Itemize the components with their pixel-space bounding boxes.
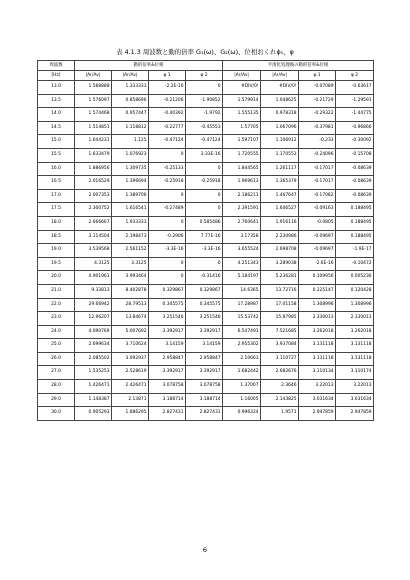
value-cell: 3.251546 [149, 312, 186, 326]
value-cell: 2.085502 [75, 352, 112, 366]
value-cell: 1.886956 [75, 162, 112, 176]
value-cell: 3.131118 [299, 352, 336, 366]
value-cell: -0.25918 [149, 176, 186, 190]
value-cell: 1.389706 [112, 189, 149, 203]
unit-header-cell: |Ar/Av| [75, 71, 112, 81]
value-cell: 4.901961 [75, 271, 112, 285]
table-group-header-row [38, 61, 374, 71]
value-cell: 3.22013 [336, 380, 374, 394]
value-cell: 2.10663 [223, 352, 261, 366]
frequency-cell: 15.0 [38, 135, 75, 149]
value-cell: -0.29322 [299, 108, 336, 122]
table-row [38, 216, 374, 230]
unit-header-cell: φ 1 [149, 71, 186, 81]
table-unit-header-row [38, 71, 374, 81]
value-cell: 1.467647 [261, 189, 299, 203]
value-cell: 3.031634 [336, 393, 374, 407]
value-cell: 0.188495 [336, 216, 374, 230]
unit-header-cell: [Hz] [38, 71, 75, 81]
frequency-cell: 22.0 [38, 298, 75, 312]
value-cell: -0.45553 [186, 121, 223, 135]
value-cell: 3.188714 [186, 393, 223, 407]
value-cell: 2.300752 [75, 203, 112, 217]
frequency-cell: 26.0 [38, 352, 75, 366]
value-cell: 12.96207 [75, 312, 112, 326]
value-cell: -0.40392 [149, 108, 186, 122]
value-cell: -0.2906 [149, 230, 186, 244]
value-cell: -0.30092 [336, 135, 374, 149]
value-cell: 1.37007 [223, 380, 261, 394]
value-cell: 3.392917 [186, 325, 223, 339]
value-cell: 3.031634 [299, 393, 336, 407]
value-cell: 29.66942 [75, 298, 112, 312]
table-row [38, 257, 374, 271]
value-cell: 13.72716 [261, 284, 299, 298]
value-cell: -0.08639 [336, 176, 374, 190]
value-cell: 1.886295 [112, 407, 149, 421]
value-cell: -2.6E-16 [299, 257, 336, 271]
table-body [38, 81, 374, 421]
table-row [38, 393, 374, 407]
value-cell: 1.682442 [223, 366, 261, 380]
table-row [38, 94, 374, 108]
value-cell: 14.6365 [223, 284, 261, 298]
value-cell: -0.17017 [299, 162, 336, 176]
value-cell: 3.539568 [75, 244, 112, 258]
value-cell: 1.588888 [75, 81, 112, 95]
value-cell: #DIV/0! [261, 81, 299, 95]
frequency-cell: 21.0 [38, 284, 75, 298]
value-cell: 13.84674 [112, 312, 149, 326]
value-cell: 1.365379 [261, 176, 299, 190]
table-row [38, 203, 374, 217]
value-cell: 2.143825 [261, 393, 299, 407]
value-cell: 0 [149, 271, 186, 285]
value-cell: 3.114504 [75, 230, 112, 244]
value-cell: 5.184197 [223, 271, 261, 285]
value-cell: 4.090769 [75, 325, 112, 339]
value-cell: 2.827431 [149, 407, 186, 421]
unit-header-cell: φ 2 [336, 71, 374, 81]
value-cell: -0.21206 [149, 94, 186, 108]
frequency-cell: 14.5 [38, 121, 75, 135]
value-cell: 3.392917 [149, 366, 186, 380]
frequency-cell: 15.5 [38, 148, 75, 162]
value-cell: -0.09163 [299, 203, 336, 217]
value-cell: -1.29591 [336, 94, 374, 108]
value-cell: 0.188495 [336, 203, 374, 217]
value-cell: 1.597107 [223, 135, 261, 149]
value-cell: 8.402878 [112, 284, 149, 298]
value-cell: 28.79513 [112, 298, 149, 312]
value-cell: 1.644231 [75, 135, 112, 149]
value-cell: 2.666667 [75, 216, 112, 230]
value-cell: 3.655524 [223, 244, 261, 258]
value-cell: -3.3E-16 [186, 244, 223, 258]
value-cell: 2.955302 [223, 339, 261, 353]
frequency-cell: 19.0 [38, 244, 75, 258]
value-cell: 0 [149, 148, 186, 162]
value-cell: 1.309735 [112, 162, 149, 176]
value-cell: 0 [186, 189, 223, 203]
value-cell: 6.547491 [223, 325, 261, 339]
frequency-cell: 17.5 [38, 203, 75, 217]
table-row [38, 312, 374, 326]
value-cell: 15.53742 [223, 312, 261, 326]
table-row [38, 148, 374, 162]
value-cell: 2.561152 [112, 244, 149, 258]
value-cell: 1.574468 [75, 108, 112, 122]
value-cell: 0.188495 [336, 230, 374, 244]
value-cell: 0.957447 [112, 108, 149, 122]
value-cell: 9.33813 [75, 284, 112, 298]
value-cell: 1.16005 [223, 393, 261, 407]
value-cell: 3.710624 [112, 339, 149, 353]
value-cell: 0 [149, 189, 186, 203]
value-cell: 2.958847 [186, 352, 223, 366]
value-cell: 3.078758 [149, 380, 186, 394]
value-cell: -1.90852 [186, 94, 223, 108]
value-cell: 0.585486 [186, 216, 223, 230]
value-cell: 1.576097 [75, 94, 112, 108]
page-number: 6 [202, 546, 208, 554]
value-cell: 2.391591 [223, 203, 261, 217]
value-cell: 1.514851 [75, 121, 112, 135]
table-row [38, 108, 374, 122]
table-row [38, 325, 374, 339]
value-cell: 2.760641 [223, 216, 261, 230]
value-cell: 3.392917 [186, 366, 223, 380]
table-row [38, 121, 374, 135]
value-cell: 3.937084 [261, 339, 299, 353]
value-cell: 3.262018 [336, 325, 374, 339]
value-cell: 1.616541 [112, 203, 149, 217]
value-cell: 1.067096 [261, 121, 299, 135]
value-cell: 2.3646 [261, 380, 299, 394]
value-cell: 3.251546 [186, 312, 223, 326]
value-cell: 5.236281 [261, 271, 299, 285]
value-cell: 2.699634 [75, 339, 112, 353]
value-cell: 0 [149, 216, 186, 230]
value-cell: -0.15708 [336, 148, 374, 162]
value-cell: 1.916116 [261, 216, 299, 230]
value-cell: 1.170553 [261, 148, 299, 162]
value-cell: -0.08639 [336, 162, 374, 176]
value-cell: 1.9571 [261, 407, 299, 421]
data-table [37, 60, 374, 421]
frequency-header: 周波数 [38, 61, 75, 71]
value-cell: 0 [186, 81, 223, 95]
value-cell: 1.118812 [112, 121, 149, 135]
value-cell: -0.24096 [299, 148, 336, 162]
table-row [38, 380, 374, 394]
value-cell: -0.21729 [299, 94, 336, 108]
value-cell: 3.14159 [186, 339, 223, 353]
table-row [38, 366, 374, 380]
value-cell: 7.77E-16 [186, 230, 223, 244]
table-row [38, 352, 374, 366]
value-cell: -0.25133 [149, 162, 186, 176]
value-cell: 2.947859 [336, 407, 374, 421]
value-cell: -0.47124 [149, 135, 186, 149]
value-cell: 1.125 [112, 135, 149, 149]
value-cell: 2.330013 [336, 312, 374, 326]
value-cell: -2.2E-16 [149, 81, 186, 95]
value-cell: 3.110134 [299, 366, 336, 380]
value-cell: 0.905293 [75, 407, 112, 421]
frequency-cell: 14.0 [38, 108, 75, 122]
table-row [38, 162, 374, 176]
value-cell: 1.396694 [112, 176, 149, 190]
value-cell: 1.333333 [112, 81, 149, 95]
value-cell: 2.230986 [261, 230, 299, 244]
frequency-cell: 28.0 [38, 380, 75, 394]
value-cell: 0.996324 [223, 407, 261, 421]
unit-header-cell: |Ar/Av| [112, 71, 149, 81]
value-cell: 2.186211 [223, 189, 261, 203]
value-cell: 0 [186, 162, 223, 176]
value-cell: -0.10472 [336, 257, 374, 271]
value-cell: -0.47124 [186, 135, 223, 149]
value-cell: 1.308996 [299, 298, 336, 312]
frequency-cell: 30.0 [38, 407, 75, 421]
table-row [38, 230, 374, 244]
value-cell: 2.958847 [149, 352, 186, 366]
value-cell: -0.63617 [336, 81, 374, 95]
value-cell: -1.44775 [336, 108, 374, 122]
table-row [38, 339, 374, 353]
value-cell: 3.17358 [223, 230, 261, 244]
value-cell: 1.555135 [223, 108, 261, 122]
value-cell: -0.37981 [299, 121, 336, 135]
value-cell: #DIV/0! [223, 81, 261, 95]
frequency-cell: 13.0 [38, 81, 75, 95]
value-cell: 3.110174 [336, 366, 374, 380]
frequency-cell: 29.0 [38, 393, 75, 407]
unit-header-cell: |Ar/Av| [261, 71, 299, 81]
value-cell: 0.329867 [149, 284, 186, 298]
value-cell: 0 [186, 203, 223, 217]
value-cell: 2.698708 [261, 244, 299, 258]
unit-header-cell: φ 1 [299, 71, 336, 81]
value-cell: 2.016529 [75, 176, 112, 190]
value-cell: 0.120428 [336, 284, 374, 298]
value-cell: 2.198473 [112, 230, 149, 244]
table-row [38, 407, 374, 421]
value-cell: 2.330013 [299, 312, 336, 326]
value-cell: -0.25918 [186, 176, 223, 190]
value-cell: 15.87985 [261, 312, 299, 326]
value-cell: 1.076923 [112, 148, 149, 162]
value-cell: 0 [149, 257, 186, 271]
value-cell: 17.28987 [223, 298, 261, 312]
value-cell: 0.225147 [299, 284, 336, 298]
value-cell: 2.827431 [186, 407, 223, 421]
value-cell: 1.720555 [223, 148, 261, 162]
value-cell: 3.3125 [112, 257, 149, 271]
value-cell: -1.9E-17 [336, 244, 374, 258]
value-cell: 2.528619 [112, 366, 149, 380]
value-cell: 4.251343 [223, 257, 261, 271]
value-cell: -0.07089 [299, 81, 336, 95]
value-cell: 2.426471 [112, 380, 149, 394]
frequency-cell: 24.0 [38, 325, 75, 339]
value-cell: 3.092937 [112, 352, 149, 366]
value-cell: 1.646527 [261, 203, 299, 217]
value-cell: 1.148387 [75, 393, 112, 407]
value-cell: 3.33E-16 [186, 148, 223, 162]
value-cell: -0.08639 [336, 189, 374, 203]
value-cell: 1.969613 [223, 176, 261, 190]
value-cell: 3.131118 [336, 352, 374, 366]
table-row [38, 176, 374, 190]
value-cell: 3.262018 [299, 325, 336, 339]
value-cell: 2.682676 [261, 366, 299, 380]
value-cell: 1.535253 [75, 366, 112, 380]
value-cell: 3.22013 [299, 380, 336, 394]
value-cell: 2.947859 [299, 407, 336, 421]
value-cell: -0.27489 [149, 203, 186, 217]
value-cell: 1.048625 [261, 94, 299, 108]
value-cell: 1.261117 [261, 162, 299, 176]
dynamic-magnification-header: 動的倍率&位相 [75, 61, 223, 71]
frequency-cell: 18.0 [38, 216, 75, 230]
value-cell: 3.078758 [186, 380, 223, 394]
value-cell: 3.392917 [149, 325, 186, 339]
frequency-cell: 23.0 [38, 312, 75, 326]
value-cell: 1.633479 [75, 148, 112, 162]
frequency-cell: 27.0 [38, 366, 75, 380]
value-cell: 0.345575 [149, 298, 186, 312]
value-cell: 0.978318 [261, 108, 299, 122]
frequency-cell: 18.5 [38, 230, 75, 244]
table-row [38, 284, 374, 298]
frequency-cell: 13.5 [38, 94, 75, 108]
value-cell: 3.289038 [261, 257, 299, 271]
value-cell: -0.17017 [299, 176, 336, 190]
value-cell: 1.57705 [223, 121, 261, 135]
table-row [38, 298, 374, 312]
value-cell: 0.005236 [336, 271, 374, 285]
value-cell: -0.96866 [336, 121, 374, 135]
value-cell: 0.329867 [186, 284, 223, 298]
value-cell: -0.0805 [299, 216, 336, 230]
frequency-cell: 19.5 [38, 257, 75, 271]
table-row [38, 244, 374, 258]
value-cell: 3.131118 [336, 339, 374, 353]
value-cell: 3.188714 [149, 393, 186, 407]
value-cell: 1.426471 [75, 380, 112, 394]
value-cell: -0.22777 [149, 121, 186, 135]
value-cell: -3.3E-16 [149, 244, 186, 258]
value-cell: 3.110727 [261, 352, 299, 366]
value-cell: 7.521685 [261, 325, 299, 339]
value-cell: 0.858696 [112, 94, 149, 108]
smoothed-dynamic-magnification-header: 平滑化処理後の動的倍率&位相 [223, 61, 374, 71]
value-cell: 1.308996 [336, 298, 374, 312]
table-caption: 表 4.1.3 周波数と動的倍率 G₁(ω)、G₂(ω)、位相おくれϕ₁、φ [116, 48, 294, 56]
frequency-cell: 16.0 [38, 162, 75, 176]
table-row [38, 81, 374, 95]
value-cell: -0.233 [299, 135, 336, 149]
value-cell: -1.9792 [186, 108, 223, 122]
value-cell: 2.13871 [112, 393, 149, 407]
unit-header-cell: |Ar/Av| [223, 71, 261, 81]
value-cell: 2.007353 [75, 189, 112, 203]
value-cell: -0.31416 [186, 271, 223, 285]
table-row [38, 135, 374, 149]
table-row [38, 189, 374, 203]
value-cell: 1.106912 [261, 135, 299, 149]
value-cell: 17.01158 [261, 298, 299, 312]
value-cell: 3.993464 [112, 271, 149, 285]
table-row [38, 271, 374, 285]
frequency-cell: 16.5 [38, 176, 75, 190]
value-cell: 3.131118 [299, 339, 336, 353]
frequency-cell: 17.0 [38, 189, 75, 203]
frequency-cell: 20.0 [38, 271, 75, 285]
value-cell: 4.3125 [75, 257, 112, 271]
value-cell: -0.17082 [299, 189, 336, 203]
value-cell: 3.14159 [149, 339, 186, 353]
value-cell: 1.933333 [112, 216, 149, 230]
frequency-cell: 25.0 [38, 339, 75, 353]
value-cell: 0.109956 [299, 271, 336, 285]
value-cell: 1.844565 [223, 162, 261, 176]
value-cell: -0.09697 [299, 244, 336, 258]
value-cell: 1.579914 [223, 94, 261, 108]
unit-header-cell: φ 2 [186, 71, 223, 81]
value-cell: 5.007692 [112, 325, 149, 339]
value-cell: -0.09697 [299, 230, 336, 244]
value-cell: 0 [186, 257, 223, 271]
value-cell: 0.345575 [186, 298, 223, 312]
